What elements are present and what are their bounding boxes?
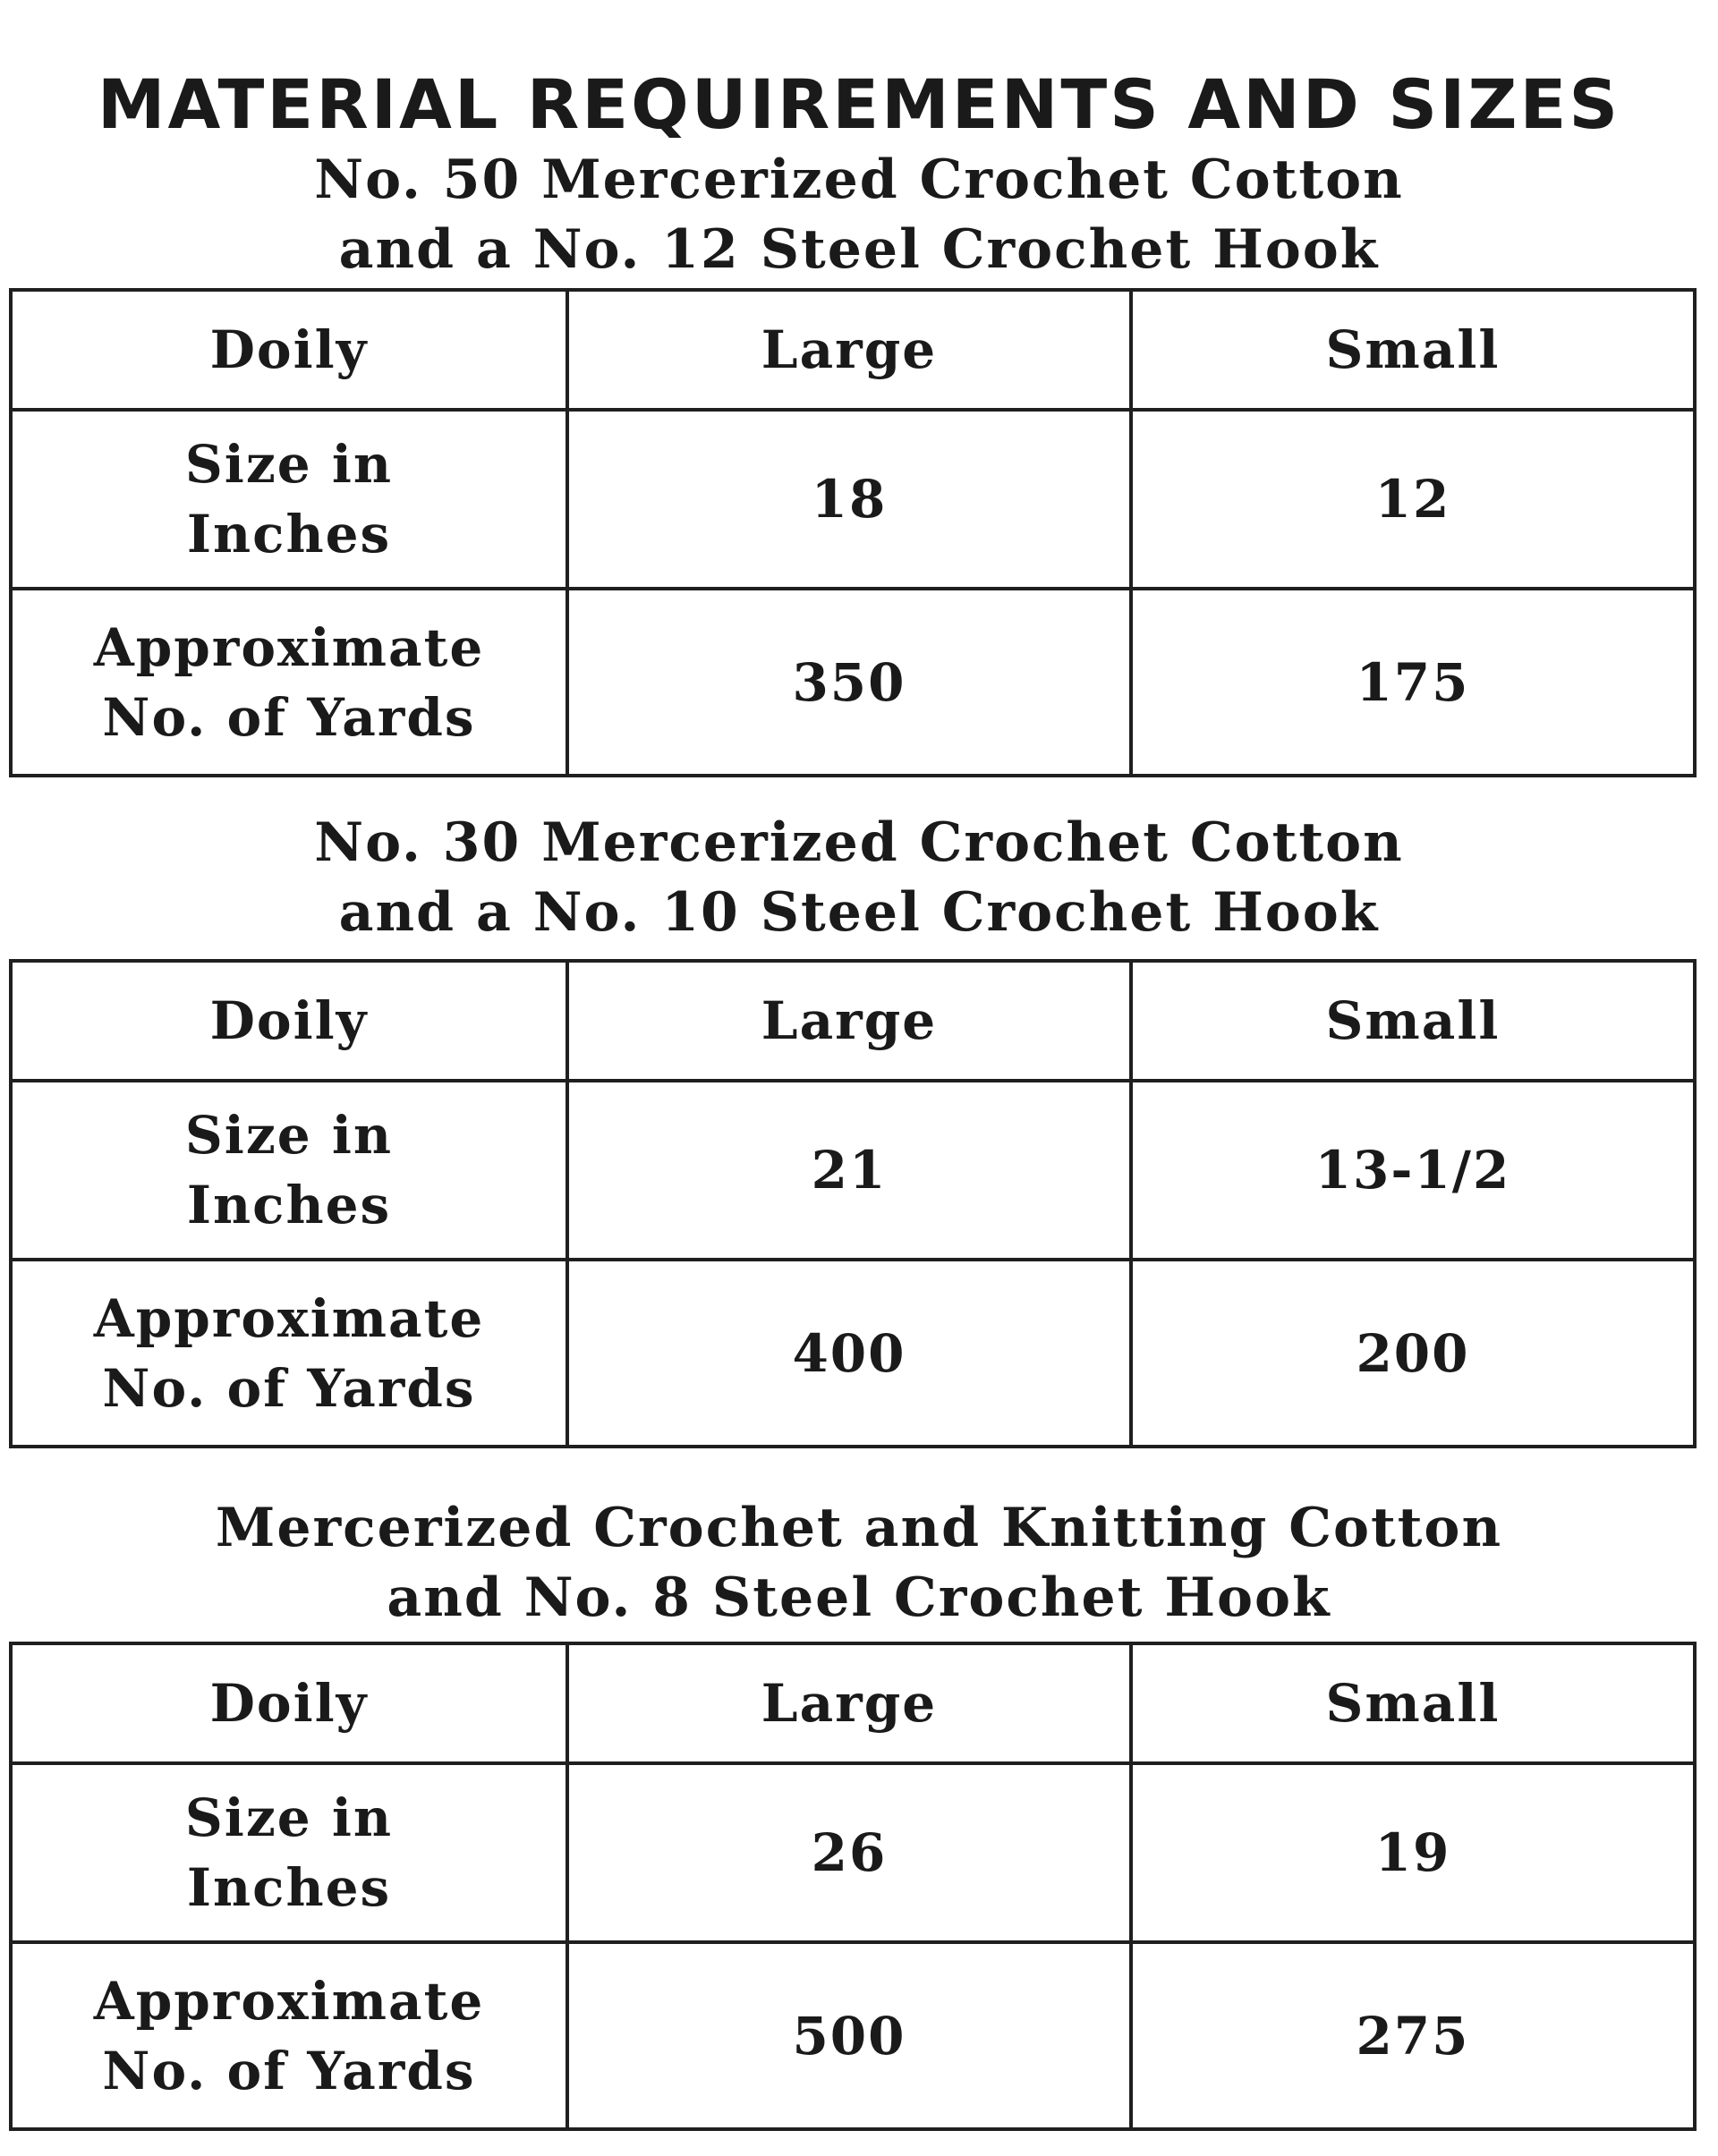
row-label-line-1: Approximate xyxy=(93,1970,485,2032)
row-label-line-2: Inches xyxy=(186,504,392,564)
table-row-size xyxy=(11,1081,1695,1260)
caption-line-2: and a No. 12 Steel Crochet Hook xyxy=(338,218,1380,281)
row-label-yards xyxy=(11,1942,567,2129)
row-label-yards xyxy=(11,1260,567,1447)
section-3-table xyxy=(9,1642,1697,2131)
page-title: MATERIAL REQUIREMENTS AND SIZES xyxy=(97,64,1621,144)
size-small-cell: 13-1/2 xyxy=(1131,1081,1695,1260)
row-label-line-1: Size in xyxy=(184,1105,394,1166)
size-large-cell: 18 xyxy=(567,410,1131,589)
size-large-cell: 21 xyxy=(567,1081,1131,1260)
table-row-yards xyxy=(11,1942,1695,2129)
row-label-line-1: Size in xyxy=(184,434,394,495)
table-header-row xyxy=(11,961,1695,1081)
section-2-table xyxy=(9,959,1697,1448)
yards-small-cell: 275 xyxy=(1131,1942,1695,2129)
header-cell-small: Small xyxy=(1131,1643,1695,1763)
row-label-line-1: Size in xyxy=(184,1787,394,1848)
yards-small-cell: 175 xyxy=(1131,589,1695,776)
header-cell-doily: Doily xyxy=(11,961,567,1081)
section-2-caption xyxy=(0,808,1718,947)
row-label-yards xyxy=(11,589,567,776)
table-row-size xyxy=(11,1763,1695,1942)
size-small-cell: 12 xyxy=(1131,410,1695,589)
yards-large-cell: 500 xyxy=(567,1942,1131,2129)
table-row-yards xyxy=(11,589,1695,776)
header-cell-small: Small xyxy=(1131,290,1695,410)
header-cell-doily: Doily xyxy=(11,290,567,410)
header-cell-doily: Doily xyxy=(11,1643,567,1763)
yards-small-cell: 200 xyxy=(1131,1260,1695,1447)
table-row-size xyxy=(11,410,1695,589)
section-1-caption xyxy=(0,145,1718,284)
caption-line-1: Mercerized Crochet and Knitting Cotton xyxy=(215,1497,1503,1559)
section-1-table xyxy=(9,288,1697,777)
caption-line-2: and No. 8 Steel Crochet Hook xyxy=(387,1566,1331,1629)
row-label-line-2: No. of Yards xyxy=(102,1357,476,1419)
section-3-caption xyxy=(0,1493,1718,1633)
row-label-size xyxy=(11,1763,567,1942)
caption-line-1: No. 50 Mercerized Crochet Cotton xyxy=(314,149,1404,211)
row-label-size xyxy=(11,410,567,589)
size-small-cell: 19 xyxy=(1131,1763,1695,1942)
table-header-row xyxy=(11,1643,1695,1763)
row-label-line-2: No. of Yards xyxy=(102,686,476,748)
caption-line-2: and a No. 10 Steel Crochet Hook xyxy=(338,881,1380,944)
size-large-cell: 26 xyxy=(567,1763,1131,1942)
row-label-line-2: No. of Yards xyxy=(102,2040,476,2101)
caption-line-1: No. 30 Mercerized Crochet Cotton xyxy=(314,811,1404,874)
header-cell-large: Large xyxy=(567,290,1131,410)
row-label-line-1: Approximate xyxy=(93,1287,485,1349)
row-label-size xyxy=(11,1081,567,1260)
header-cell-large: Large xyxy=(567,1643,1131,1763)
table-header-row xyxy=(11,290,1695,410)
yards-large-cell: 400 xyxy=(567,1260,1131,1447)
header-cell-large: Large xyxy=(567,961,1131,1081)
row-label-line-1: Approximate xyxy=(93,616,485,678)
row-label-line-2: Inches xyxy=(186,1175,392,1235)
header-cell-small: Small xyxy=(1131,961,1695,1081)
table-row-yards xyxy=(11,1260,1695,1447)
yards-large-cell: 350 xyxy=(567,589,1131,776)
row-label-line-2: Inches xyxy=(186,1857,392,1918)
